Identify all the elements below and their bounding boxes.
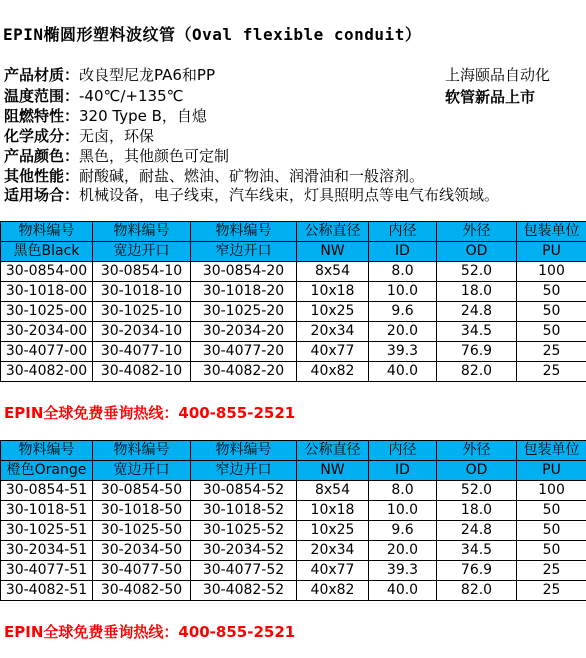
table-cell: 34.5 [437, 322, 517, 342]
table-cell: 30-0854-00 [1, 262, 93, 282]
table-cell: 40x77 [297, 342, 369, 362]
table-cell: 40.0 [369, 362, 437, 382]
property-value: 改良型尼龙PA6和PP [79, 66, 215, 84]
table-cell: 50 [517, 501, 586, 521]
table-cell: 39.3 [369, 342, 437, 362]
header-cell: 物料编号 [1, 441, 93, 461]
header-cell: 物料编号 [191, 441, 297, 461]
table-cell: 8.0 [369, 481, 437, 501]
property-material [4, 64, 215, 85]
table-cell: 30-2034-00 [1, 322, 93, 342]
table-cell: 8.0 [369, 262, 437, 282]
table-cell: 30-1018-50 [93, 501, 191, 521]
table-cell: 25 [517, 342, 586, 362]
table-cell: 30-4077-10 [93, 342, 191, 362]
spec-table-orange [0, 440, 586, 601]
table-row [1, 262, 586, 282]
table-cell: 9.6 [369, 521, 437, 541]
property-application [4, 184, 499, 205]
table-cell: 30-1018-52 [191, 501, 297, 521]
header-cell: OD [437, 461, 517, 481]
header-cell: 黑色Black [1, 242, 93, 262]
header-cell: ID [369, 242, 437, 262]
property-value: -40℃/+135℃ [79, 87, 184, 105]
new-product-slogan: 软管新品上市 [445, 88, 536, 106]
table-cell: 20.0 [369, 541, 437, 561]
table-cell: 30-0854-50 [93, 481, 191, 501]
spec-table-black [0, 221, 586, 382]
table-cell: 30-0854-52 [191, 481, 297, 501]
table-cell: 30-2034-51 [1, 541, 93, 561]
header-cell: 物料编号 [1, 222, 93, 242]
table-cell: 30-1025-52 [191, 521, 297, 541]
property-value: 无卤，环保 [79, 127, 155, 145]
table-cell: 40x82 [297, 362, 369, 382]
table-cell: 30-4082-00 [1, 362, 93, 382]
table-cell: 40.0 [369, 581, 437, 601]
table-subheader-row [1, 242, 586, 262]
table-cell: 82.0 [437, 581, 517, 601]
table-header-row [1, 441, 586, 461]
table-row [1, 362, 586, 382]
header-cell: PU [517, 461, 586, 481]
table-cell: 76.9 [437, 342, 517, 362]
header-cell: 物料编号 [191, 222, 297, 242]
header-cell: 内径 [369, 441, 437, 461]
property-temperature [4, 85, 183, 106]
property-key: 温度范围： [4, 87, 80, 105]
property-value: 耐酸碱，耐盐、燃油、矿物油、润滑油和一般溶剂。 [79, 167, 425, 185]
hotline-text: EPIN全球免费垂询热线：400-855-2521 [4, 404, 296, 422]
table-row [1, 322, 586, 342]
table-cell: 30-4082-20 [191, 362, 297, 382]
table-cell: 24.8 [437, 302, 517, 322]
property-other [4, 165, 424, 186]
property-chemical [4, 125, 154, 146]
table-cell: 82.0 [437, 362, 517, 382]
property-key: 适用场合： [4, 186, 80, 204]
header-cell: 包装单位 [517, 222, 586, 242]
table-cell: 30-1025-20 [191, 302, 297, 322]
property-value: 黑色，其他颜色可定制 [79, 147, 230, 165]
table-cell: 18.0 [437, 282, 517, 302]
header-cell: 外径 [437, 222, 517, 242]
table-header-row [1, 222, 586, 242]
header-cell: 公称直径 [297, 222, 369, 242]
table-cell: 30-1018-51 [1, 501, 93, 521]
table-cell: 30-0854-10 [93, 262, 191, 282]
table-cell: 52.0 [437, 262, 517, 282]
header-cell: NW [297, 461, 369, 481]
header-cell: OD [437, 242, 517, 262]
table-cell: 20x34 [297, 322, 369, 342]
header-cell: 宽边开口 [93, 242, 191, 262]
property-value: 机械设备，电子线束，汽车线束，灯具照明点等电气布线领域。 [79, 186, 500, 204]
table-cell: 30-1018-20 [191, 282, 297, 302]
table-cell: 30-1018-10 [93, 282, 191, 302]
property-key: 阻燃特性： [4, 107, 80, 125]
table-row [1, 302, 586, 322]
property-key: 化学成分： [4, 127, 80, 145]
table-cell: 30-4082-52 [191, 581, 297, 601]
property-color [4, 145, 229, 166]
table-cell: 30-2034-50 [93, 541, 191, 561]
header-cell: 外径 [437, 441, 517, 461]
table-cell: 100 [517, 262, 586, 282]
table-cell: 40x82 [297, 581, 369, 601]
table-cell: 9.6 [369, 302, 437, 322]
table-cell: 25 [517, 362, 586, 382]
header-cell: 橙色Orange [1, 461, 93, 481]
table-cell: 20x34 [297, 541, 369, 561]
table-row [1, 521, 586, 541]
table-cell: 30-4077-20 [191, 342, 297, 362]
table-cell: 30-4077-52 [191, 561, 297, 581]
property-key: 产品材质： [4, 66, 80, 84]
table-cell: 8x54 [297, 481, 369, 501]
table-cell: 40x77 [297, 561, 369, 581]
table-cell: 30-1025-51 [1, 521, 93, 541]
header-cell: NW [297, 242, 369, 262]
header-cell: 物料编号 [93, 441, 191, 461]
table-cell: 20.0 [369, 322, 437, 342]
table-cell: 50 [517, 322, 586, 342]
header-cell: 窄边开口 [191, 461, 297, 481]
property-key: 产品颜色： [4, 147, 80, 165]
table-cell: 50 [517, 521, 586, 541]
table-cell: 52.0 [437, 481, 517, 501]
table-row [1, 561, 586, 581]
table-cell: 25 [517, 581, 586, 601]
table-cell: 30-4077-00 [1, 342, 93, 362]
table-cell: 30-1025-10 [93, 302, 191, 322]
property-flame [4, 105, 207, 126]
table-cell: 30-4077-50 [93, 561, 191, 581]
table-row [1, 342, 586, 362]
table-cell: 24.8 [437, 521, 517, 541]
table-cell: 30-0854-51 [1, 481, 93, 501]
table-row [1, 501, 586, 521]
table-subheader-row [1, 461, 586, 481]
header-cell: 窄边开口 [191, 242, 297, 262]
table-cell: 30-2034-10 [93, 322, 191, 342]
table-cell: 30-4077-51 [1, 561, 93, 581]
header-cell: 包装单位 [517, 441, 586, 461]
table-cell: 8x54 [297, 262, 369, 282]
table-row [1, 282, 586, 302]
property-key: 其他性能： [4, 167, 80, 185]
header-cell: ID [369, 461, 437, 481]
company-name: 上海颐品自动化 [445, 66, 551, 84]
property-value: 320 Type B，自熄 [79, 107, 207, 125]
table-cell: 100 [517, 481, 586, 501]
table-cell: 30-2034-52 [191, 541, 297, 561]
header-cell: 宽边开口 [93, 461, 191, 481]
table-cell: 50 [517, 302, 586, 322]
table-cell: 10x18 [297, 501, 369, 521]
table-cell: 50 [517, 282, 586, 302]
table-cell: 76.9 [437, 561, 517, 581]
table-cell: 30-4082-10 [93, 362, 191, 382]
table-row [1, 481, 586, 501]
table-row [1, 541, 586, 561]
table-cell: 50 [517, 541, 586, 561]
table-cell: 34.5 [437, 541, 517, 561]
table-row [1, 581, 586, 601]
table-cell: 10.0 [369, 282, 437, 302]
header-cell: 物料编号 [93, 222, 191, 242]
table-cell: 18.0 [437, 501, 517, 521]
table-cell: 10x18 [297, 282, 369, 302]
table-cell: 10x25 [297, 302, 369, 322]
table-cell: 30-4082-50 [93, 581, 191, 601]
table-cell: 39.3 [369, 561, 437, 581]
header-cell: 内径 [369, 222, 437, 242]
table-cell: 25 [517, 561, 586, 581]
page-title: EPIN椭圆形塑料波纹管（Oval flexible conduit） [3, 25, 422, 44]
table-cell: 10.0 [369, 501, 437, 521]
table-cell: 30-1018-00 [1, 282, 93, 302]
table-cell: 30-4082-51 [1, 581, 93, 601]
table-cell: 30-0854-20 [191, 262, 297, 282]
table-cell: 30-1025-00 [1, 302, 93, 322]
hotline-text-bottom: EPIN全球免费垂询热线：400-855-2521 [4, 623, 296, 641]
table-cell: 10x25 [297, 521, 369, 541]
header-cell: 公称直径 [297, 441, 369, 461]
table-cell: 30-2034-20 [191, 322, 297, 342]
header-cell: PU [517, 242, 586, 262]
table-cell: 30-1025-50 [93, 521, 191, 541]
